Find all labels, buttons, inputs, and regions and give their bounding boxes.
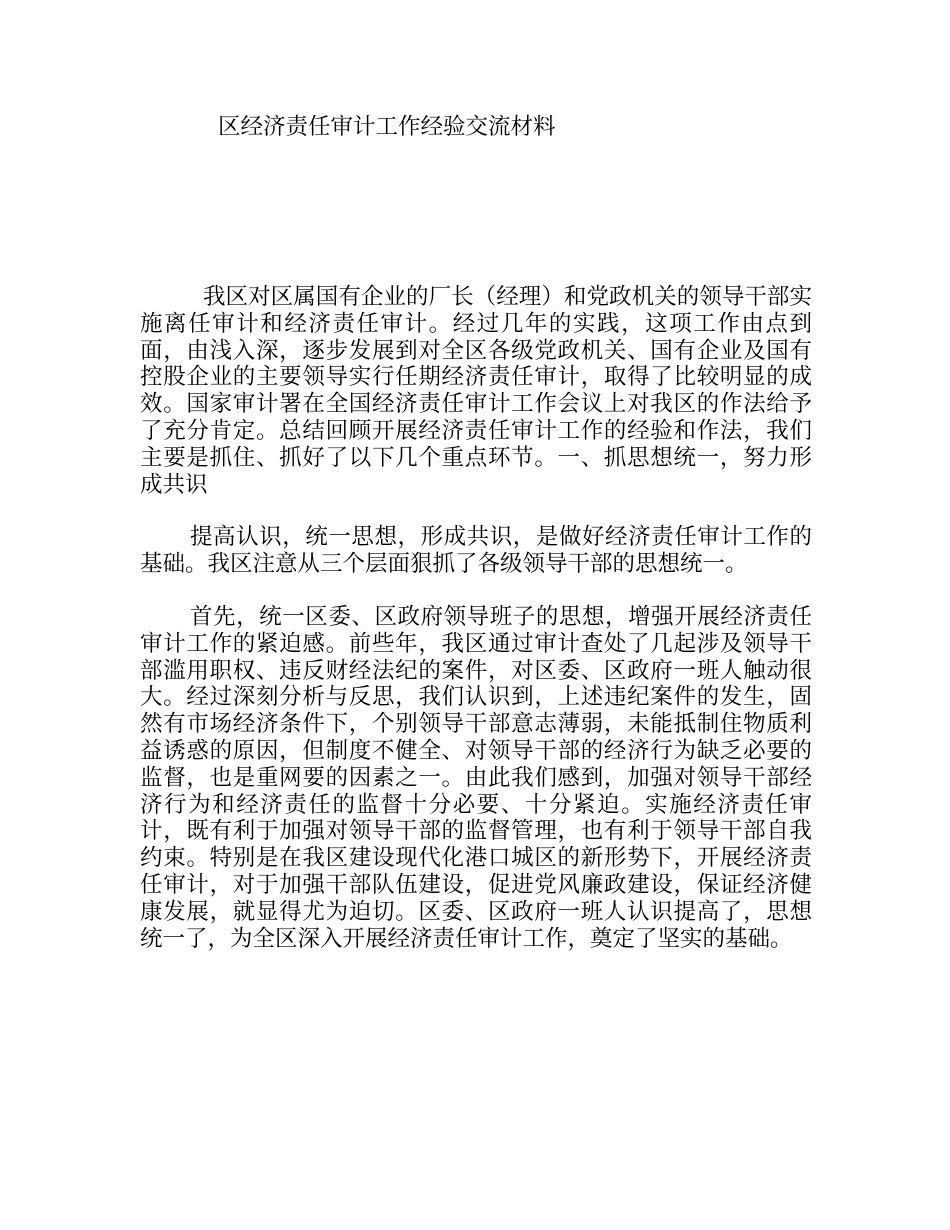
document-title: 区经济责任审计工作经验交流材料 xyxy=(218,114,556,140)
document-body xyxy=(140,284,812,952)
paragraph-intro: 我区对区属国有企业的厂长（经理）和党政机关的领导干部实施离任审计和经济责任审计。经过几年的实践，这项工作由点到面，由浅入深，逐步发展到对全区各级党政机关、国有企业及国有控股企业的主要领导实行任期经济责任审计，取得了比较明显的成效。国家审计署在全国经济责任审计工作会议上对我区的作法给予了充分肯定。总结回顾开展经济责任审计工作的经验和作法，我们主要是抓住、抓好了以下几个重点环节。一、抓思想统一，努力形成共识 xyxy=(140,284,812,498)
paragraph-consensus: 提高认识，统一思想，形成共识，是做好经济责任审计工作的基础。我区注意从三个层面狠抓了各级领导干部的思想统一。 xyxy=(140,524,812,578)
paragraph-leadership: 首先，统一区委、区政府领导班子的思想，增强开展经济责任审计工作的紧迫感。前些年，我区通过审计查处了几起涉及领导干部滥用职权、违反财经法纪的案件，对区委、区政府一班人触动很大。经过深刻分析与反思，我们认识到，上述违纪案件的发生，固然有市场经济条件下，个别领导干部意志薄弱，未能抵制住物质利益诱惑的原因，但制度不健全、对领导干部的经济行为缺乏必要的监督，也是重网要的因素之一。由此我们感到，加强对领导干部经济行为和经济责任的监督十分必要、十分紧迫。实施经济责任审计，既有利于加强对领导干部的监督管理，也有利于领导干部自我约束。特别是在我区建设现代化港口城区的新形势下，开展经济责任审计，对于加强干部队伍建设，促进党风廉政建设，保证经济健康发展，就显得尤为迫切。区委、区政府一班人认识提高了，思想统一了，为全区深入开展经济责任审计工作，奠定了坚实的基础。 xyxy=(140,603,812,952)
